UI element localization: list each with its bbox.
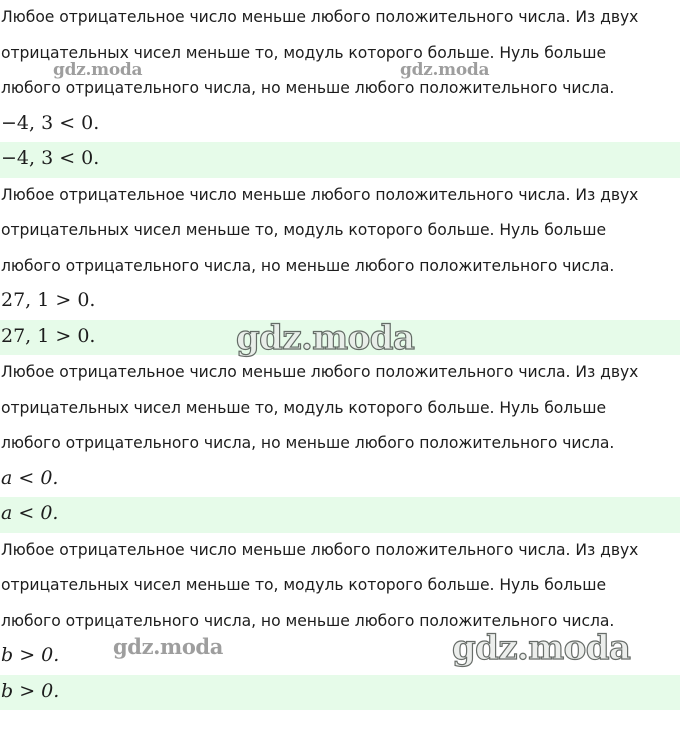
math-expression: 27, 1 > 0. [1, 289, 96, 311]
math-expression: −4, 3 < 0. [1, 111, 100, 134]
solution-block [0, 0, 680, 178]
watermark-logo: gdz.moda [452, 628, 631, 668]
solution-block [0, 533, 680, 711]
rule-text-line: Любое отрицательное число меньше любого положительного числа. Из двух [1, 363, 639, 381]
watermark-logo: gdz.moda [53, 60, 143, 80]
rule-text-line: Любое отрицательное число меньше любого положительного числа. Из двух [1, 185, 639, 204]
variable-expression: b > 0. [1, 644, 60, 666]
solution-block [0, 355, 680, 533]
answer-expression [0, 675, 680, 711]
rule-text-line: любого отрицательного числа, но меньше любого положительного числа. [1, 79, 615, 97]
watermark-logo: gdz.moda [400, 60, 490, 80]
answer-expression: −4, 3 < 0. [0, 142, 680, 178]
rule-text-line: отрицательных чисел меньше то, модуль которого больше. Нуль больше [1, 398, 607, 417]
math-expression [0, 462, 680, 498]
rule-text-line: любого отрицательного числа, но меньше любого положительного числа. [1, 434, 615, 452]
watermark-logo: gdz.moda [113, 634, 223, 659]
answer-expression [0, 497, 680, 533]
rule-text-line: отрицательных чисел меньше то, модуль которого больше. Нуль больше [1, 43, 607, 62]
watermark-logo: gdz.moda [236, 318, 415, 358]
rule-text-line: отрицательных чисел меньше то, модуль которого больше. Нуль больше [1, 576, 607, 594]
rule-text-line: Любое отрицательное число меньше любого положительного числа. Из двух [1, 540, 639, 559]
rule-text-line: любого отрицательного числа, но меньше любого положительного числа. [1, 611, 615, 630]
rule-text-line: отрицательных чисел меньше то, модуль которого больше. Нуль больше [1, 221, 607, 239]
rule-text-line: любого отрицательного числа, но меньше любого положительного числа. [1, 256, 615, 275]
variable-answer: b > 0. [1, 679, 60, 702]
answer-expression: 27, 1 > 0. [0, 320, 680, 356]
variable-answer: a < 0. [1, 502, 59, 524]
rule-text-line: Любое отрицательное число меньше любого положительного числа. Из двух [1, 8, 639, 26]
variable-expression: a < 0. [1, 466, 59, 489]
